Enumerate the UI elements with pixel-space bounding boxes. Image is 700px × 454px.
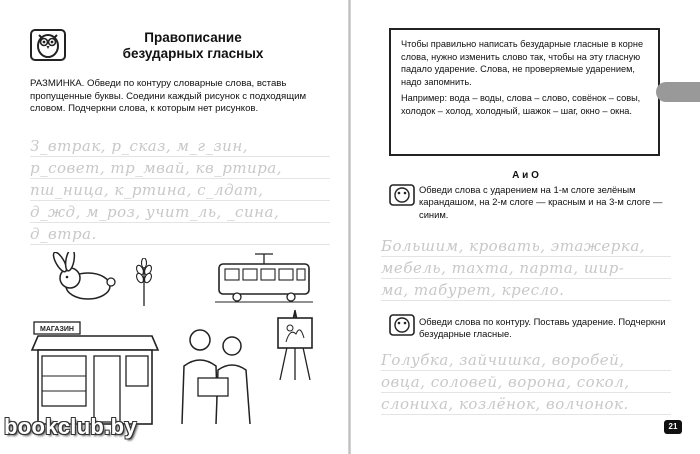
trace-line: пш_ница, к_ртина, с_лдат, — [30, 180, 330, 201]
right-page — [351, 0, 700, 454]
task-2-instructions: Обведи слова по контуру. Поставь ударение. Подчеркни безударные гласные. — [419, 316, 666, 340]
pencil-owl-icon — [389, 314, 415, 336]
watermark: bookclub.by — [4, 414, 137, 439]
rabbit-illustration — [48, 252, 118, 302]
trace-line: слониха, козлёнок, волчонок. — [381, 394, 671, 415]
wheat-illustration — [130, 258, 158, 306]
trace-line: ма, табурет, кресло. — [381, 280, 671, 301]
store-sign-label: МАГАЗИН — [40, 326, 74, 333]
task-1-instructions: Обведи слова с ударением на 1-м слоге зелёным карандашом, на 2-м слоге — красным и на 3-м слоге — синим. — [419, 184, 663, 220]
tram-illustration — [215, 252, 313, 304]
owl-icon — [30, 26, 66, 62]
trace-line: Голубка, зайчишка, воробей, — [381, 350, 671, 371]
trace-line: овца, соловей, ворона, сокол, — [381, 372, 671, 393]
exercise-instructions: РАЗМИНКА. Обведи по контуру словарные слова, вставь пропущенные буквы. Соедини каждый рисунок с подходящим словом. Подчеркни слова, к которым нет рисунков. — [30, 78, 307, 115]
trace-line: мебель, тахта, парта, шир- — [381, 258, 671, 279]
trace-line: З_втрак, р_сказ, м_г_зин, — [30, 136, 330, 157]
family-illustration — [172, 326, 262, 424]
section-title: А и О — [512, 170, 539, 181]
rule-example — [401, 92, 648, 117]
trace-line: Большим, кровать, этажерка, — [381, 236, 671, 257]
example-label: Например: — [401, 93, 448, 104]
title-line-1: Правописание — [144, 30, 242, 45]
left-page — [0, 0, 349, 454]
pencil-owl-icon — [389, 184, 415, 206]
store-illustration — [30, 316, 160, 426]
trace-line: д_втра. — [30, 224, 330, 245]
easel-painting-illustration — [272, 308, 318, 380]
page-tab — [656, 82, 700, 102]
page-number: 21 — [664, 420, 682, 434]
page-title — [118, 30, 268, 62]
trace-line: р_совет, тр_мвай, кв_ртира, — [30, 158, 330, 179]
rule-text: Чтобы правильно написать безударные гласные в корне слова, нужно изменить слово так, чтобы на эту гласную падало ударение. Слова, не проверяемые ударением, надо запомнить. — [401, 39, 644, 87]
trace-line: д_жд, м_роз, учит_ль, _сина, — [30, 202, 330, 223]
example-text: вода – воды, слова – слово, совёнок – совы, холодок – холод, холодный, шажок – шаг, окно – окна. — [401, 93, 641, 116]
title-line-2: безударных гласных — [122, 46, 264, 61]
rule-box — [389, 28, 660, 156]
